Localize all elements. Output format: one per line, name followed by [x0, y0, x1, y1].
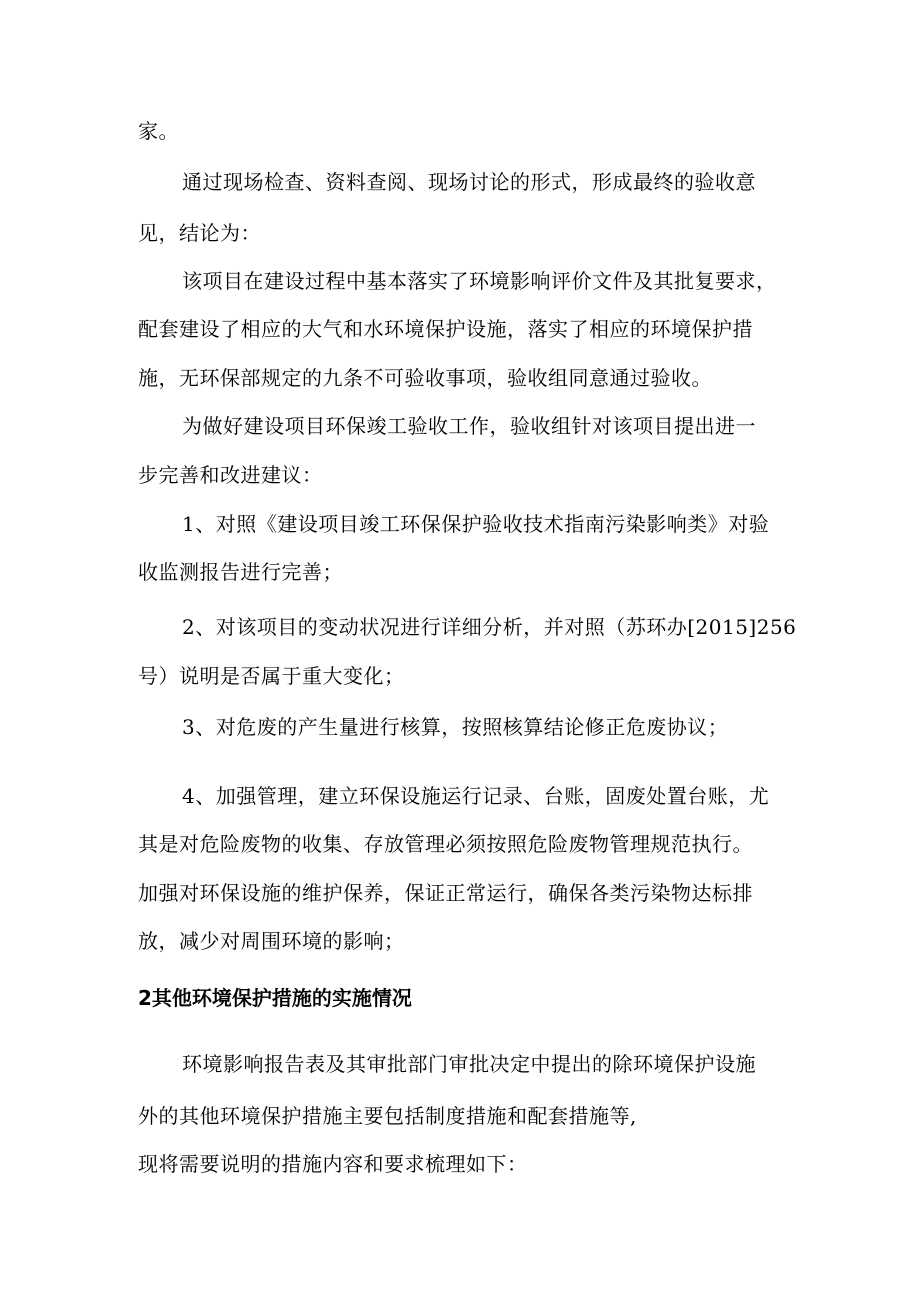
text-line: 3、对危废的产生量进行核算，按照核算结论修正危废协议； [182, 715, 729, 739]
text-line: 家。 [138, 119, 179, 143]
text-line: 收监测报告进行完善； [138, 560, 343, 584]
text-line: 现将需要说明的措施内容和要求梳理如下： [138, 1152, 528, 1176]
text-line: 该项目在建设过程中基本落实了环境影响评价文件及其批复要求， [182, 269, 777, 293]
text-line: 号）说明是否属于重大变化； [138, 664, 405, 688]
text-line: 外的其他环境保护措施主要包括制度措施和配套措施等, [138, 1104, 637, 1128]
text-line: 其是对危险废物的收集、存放管理必须按照危险废物管理规范执行。 [138, 832, 753, 856]
text-line: 为做好建设项目环保竣工验收工作，验收组针对该项目提出进一 [182, 414, 756, 438]
text-line: 4、加强管理，建立环保设施运行记录、台账，固废处置台账，尤 [182, 784, 770, 808]
text-line: 配套建设了相应的大气和水环境保护设施，落实了相应的环境保护措 [138, 317, 753, 341]
section-heading: 2其他环境保护措施的实施情况 [138, 986, 412, 1010]
text-line: 加强对环保设施的维护保养，保证正常运行，确保各类污染物达标排 [138, 881, 753, 905]
text-line: 步完善和改进建议： [138, 463, 323, 487]
text-line: 环境影响报告表及其审批部门审批决定中提出的除环境保护设施 [182, 1052, 756, 1076]
text-line: 施，无环保部规定的九条不可验收事项，验收组同意通过验收。 [138, 366, 712, 390]
text-line: 1、对照《建设项目竣工环保保护验收技术指南污染影响类》对验 [182, 512, 770, 536]
text-line: 见，结论为： [138, 221, 261, 245]
text-line: 通过现场检查、资料查阅、现场讨论的形式，形成最终的验收意 [182, 170, 756, 194]
text-line: 2、对该项目的变动状况进行详细分析，并对照（苏环办[2015]256 [182, 615, 797, 639]
text-line: 放，减少对周围环境的影响； [138, 929, 405, 953]
